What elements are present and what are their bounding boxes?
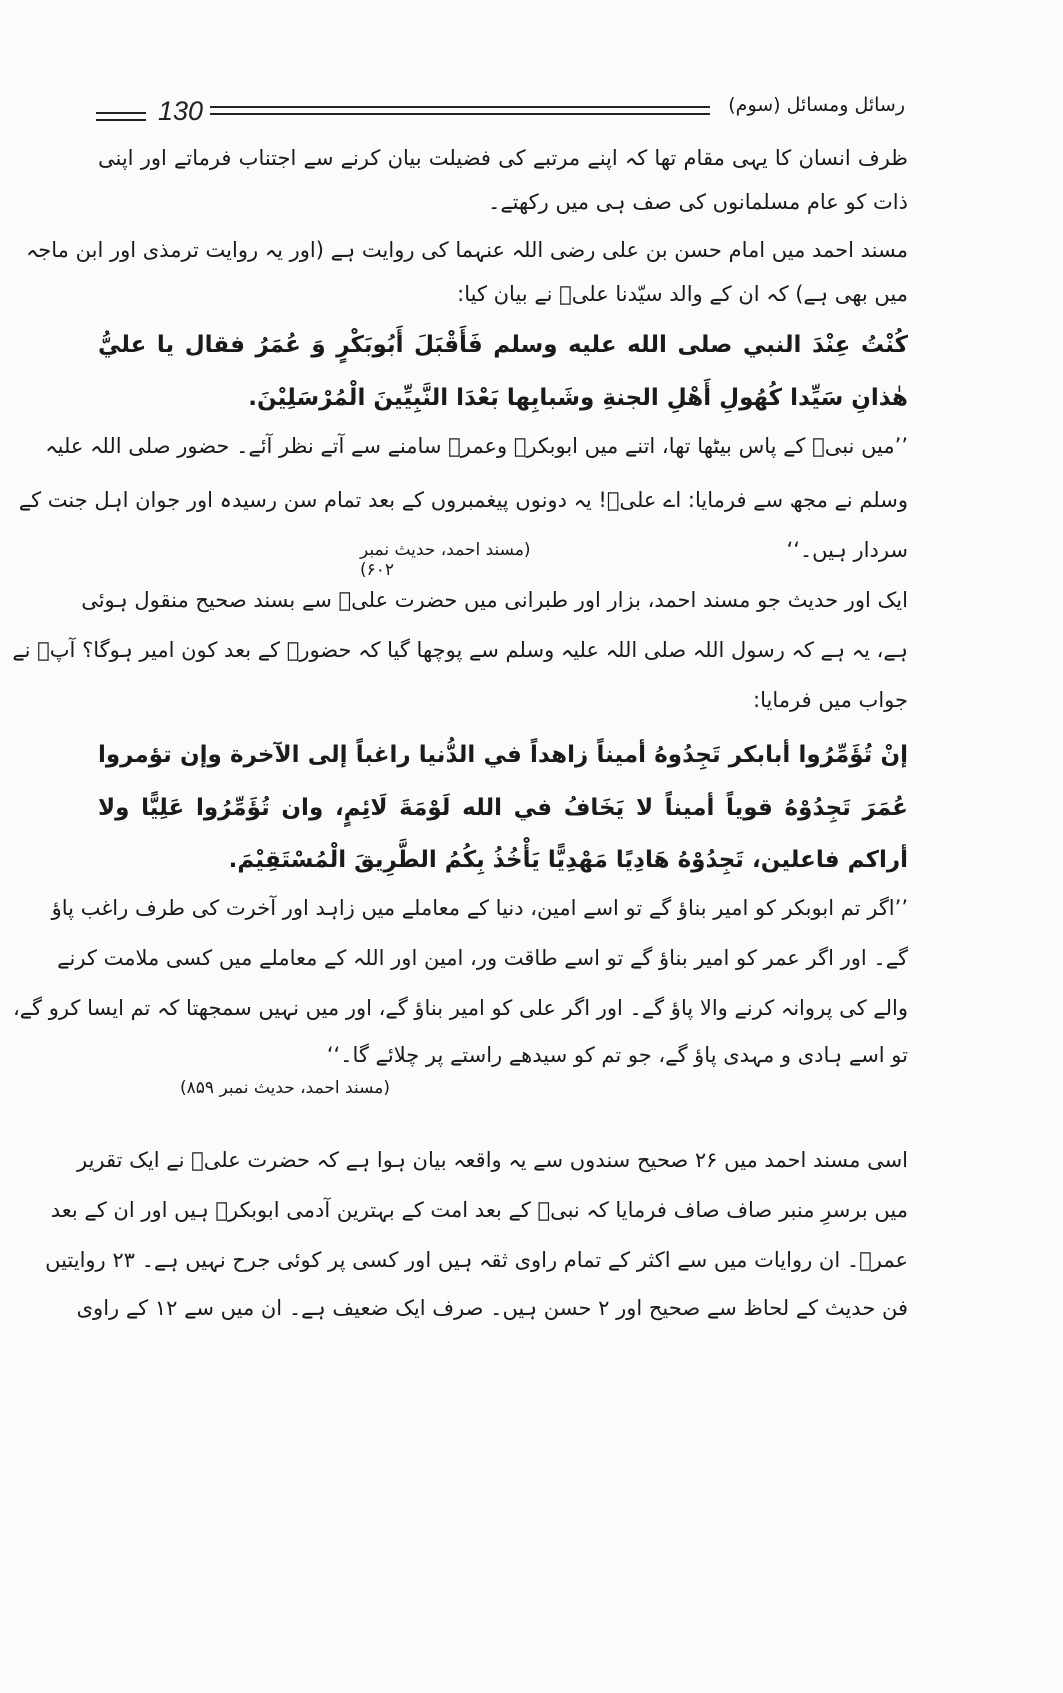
page-number: 130: [158, 96, 204, 126]
translation-line: سردار ہیں۔‘‘: [786, 538, 908, 562]
text-line: میں بھی ہے) کہ ان کے والد سیّدنا علیؓ نے بیان کیا:: [457, 282, 908, 306]
arabic-hadith-line: إنْ تُؤَمِّرُوا أبابكر تَجِدُوهُ أميناً زاهداً في الدُّنيا راغباً إلى الآخرة وإن تؤمروا: [98, 742, 908, 768]
text-line: فن حدیث کے لحاظ سے صحیح اور ۲ حسن ہیں۔ صرف ایک ضعیف ہے۔ ان میں سے ۱۲ کے راوی: [76, 1296, 908, 1320]
translation-line: تو اسے ہادی و مہدی پاؤ گے، جو تم کو سیدھے راستے پر چلائے گا۔‘‘: [326, 1043, 908, 1067]
text-line: ایک اور حدیث جو مسند احمد، بزار اور طبرانی میں حضرت علیؓ سے بسند صحیح منقول ہوئی: [81, 588, 908, 612]
text-line: جواب میں فرمایا:: [753, 688, 908, 712]
arabic-hadith-line: هٰذانِ سَيِّدا كُهُولِ أَهْلِ الجنةِ وشَبابِها بَعْدَا النَّبِيِّينَ الْمُرْسَلِيْنَ.: [248, 385, 908, 411]
citation: (مسند احمد، حدیث نمبر ۸۵۹): [180, 1078, 391, 1098]
translation-line: ’’اگر تم ابوبکر کو امیر بناؤ گے تو اسے امین، دنیا کے معاملے میں زاہد اور آخرت کی طرف راغب پاؤ: [51, 896, 908, 920]
text-line: ذات کو عام مسلمانوں کی صف ہی میں رکھتے۔: [488, 190, 908, 214]
text-line: عمرؓ۔ ان روایات میں سے اکثر کے تمام راوی ثقہ ہیں اور کسی پر کوئی جرح نہیں ہے۔ ۲۳ روایتیں: [45, 1248, 908, 1272]
translation-line: وسلم نے مجھ سے فرمایا: اے علیؓ! یہ دونوں پیغمبروں کے بعد تمام سن رسیدہ اور جوان اہل جنت کے: [18, 488, 908, 512]
text-line: مسند احمد میں امام حسن بن علی رضی اللہ عنہما کی روایت ہے (اور یہ روایت ترمذی اور ابن ماجہ: [26, 238, 908, 262]
text-line: میں برسرِ منبر صاف صاف فرمایا کہ نبیؐ کے بعد امت کے بہترین آدمی ابوبکرؓ ہیں اور ان کے بعد: [50, 1198, 908, 1222]
translation-line: والے کی پروانہ کرنے والا پاؤ گے۔ اور اگر علی کو امیر بناؤ گے، اور میں نہیں سمجھتا کہ تم ایسا کرو گے،: [12, 996, 908, 1020]
arabic-hadith-line: عُمَرَ تَجِدُوْهُ قوياً أميناً لا يَخَافُ في الله لَوْمَةَ لَائِمٍ، وان تُؤَمِّرُوا عَلِيًّا ولا: [98, 795, 908, 821]
arabic-hadith-line: كُنْتُ عِنْدَ النبي صلى الله عليه وسلم فَأَقْبَلَ أَبُوبَكْرٍ وَ عُمَرُ فقال يا عليُّ: [98, 332, 908, 358]
header-rule-main: [210, 106, 710, 115]
citation: (مسند احمد، حدیث نمبر ۶۰۲): [360, 540, 531, 580]
translation-line: گے۔ اور اگر عمر کو امیر بناؤ گے تو اسے طاقت ور، امین اور اللہ کے معاملے میں کسی ملامت کرنے: [57, 946, 908, 970]
text-line: اسی مسند احمد میں ۲۶ صحیح سندوں سے یہ واقعہ بیان ہوا ہے کہ حضرت علیؓ نے ایک تقریر: [77, 1148, 908, 1172]
header-rule-left: [96, 112, 146, 121]
arabic-hadith-line: أراكم فاعلين، تَجِدُوْهُ هَادِيًا مَهْدِيًّا يَأْخُذُ بِكُمُ الطَّرِيقَ الْمُسْتَقِيْمَ.: [228, 847, 908, 873]
translation-line: ’’میں نبیؐ کے پاس بیٹھا تھا، اتنے میں ابوبکرؓ وعمرؓ سامنے سے آتے نظر آئے۔ حضور صلی اللہ علیہ: [45, 434, 908, 458]
text-line: ہے، یہ ہے کہ رسول اللہ صلی اللہ علیہ وسلم سے پوچھا گیا کہ حضورؐ کے بعد کون امیر ہوگا؟ آپؐ نے: [12, 638, 908, 662]
text-line: ظرف انسان کا یہی مقام تھا کہ اپنے مرتبے کی فضیلت بیان کرنے سے اجتناب فرماتے اور اپنی: [98, 146, 908, 170]
running-title: رسائل ومسائل (سوم): [728, 94, 905, 116]
